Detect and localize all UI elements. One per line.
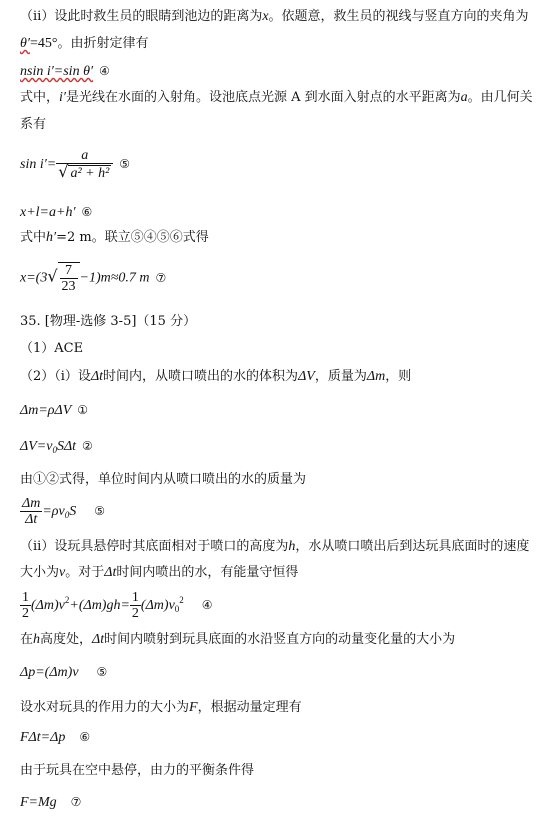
text-line-8b: 由于玩具在空中悬停，由力的平衡条件得 [20,763,255,778]
fraction: $\frac{1}{2}$ [22,590,29,621]
text-line-5ii: 大小为v。对于Δt时间内喷出的水，有能量守恒得 [20,565,299,580]
text-line-4: 式中，i′是光线在水面的入射角。设池底点光源 A 到水面入射点的水平距离为a。由几何关 [20,90,533,105]
text-line-5: 系有 [20,117,47,132]
fraction: $\frac{1}{2}$ [131,590,139,621]
sqrt-symbol: √ [58,162,69,181]
sqrt-symbol: √ [47,266,58,286]
section-35-heading: 35. [物理-选修 3-5]（15 分） [20,314,197,329]
equation-4b: $\frac{1}{2}$ $(\Delta m)v^2+(\Delta m)gh=$ $\frac{1}{2}$ $(\Delta m)v_0^2$ ④ [22,590,213,621]
text-line-7: 设水对玩具的作用力的大小为F，根据动量定理有 [20,700,302,715]
equation-5: sin i′= $\frac{a}{\text{√ a² + h²}}$ ⑤ [20,148,131,181]
answer-1: （1）ACE [20,341,84,356]
equation-7b: F=Mg ⑦ [20,795,82,810]
text-line-2: θ′=45°。由折射定律有 [20,36,149,51]
text-line-4ii: （ii）设玩具悬停时其底面相对于喷口的高度为h，水从喷口喷出后到达玩具底面时的速度 [20,539,530,554]
equation-6: x+l=a+h′ ⑥ [20,205,93,220]
equation-7: x=(3√ $\frac{7}{23}$ −1)m≈0.7 m ⑦ [20,263,167,294]
equation-5c: Δp=(Δm)v ⑤ [20,665,108,680]
text-line-2i: （2）（i）设Δt时间内，从喷口喷出的水的体积为ΔV，质量为Δm，则 [20,369,412,384]
equation-2: $\Delta V=v_0S\Delta t$ ② [20,439,93,455]
equation-6b: FΔt=Δp ⑥ [20,730,91,745]
text-line-3: 由①②式得，单位时间内从喷口喷出的水的质量为 [20,472,307,487]
equation-1: Δm=ρΔV ① [20,403,89,418]
fraction: $\frac{a}{\text{√ a² + h²}}$ [56,148,113,181]
text-line-1: （ⅱ）设此时救生员的眼睛到池边的距离为x。依题意，救生员的视线与竖直方向的夹角为 [20,9,529,24]
text-line-8: 式中h′=2 m。联立⑤④⑤⑥式得 [20,230,209,245]
text-line-6: 在h高度处，Δt时间内喷射到玩具底面的水沿竖直方向的动量变化量的大小为 [20,632,456,647]
fraction: $\frac{7}{23}$ [58,262,80,294]
fraction: $\frac{\Delta m}{\Delta t}$ [22,496,41,527]
equation-5b: $\frac{\Delta m}{\Delta t}$ $=\rho v_0S$ ⑤ [22,496,105,527]
equation-4: nsin i′=sin θ′ ④ [20,64,110,79]
